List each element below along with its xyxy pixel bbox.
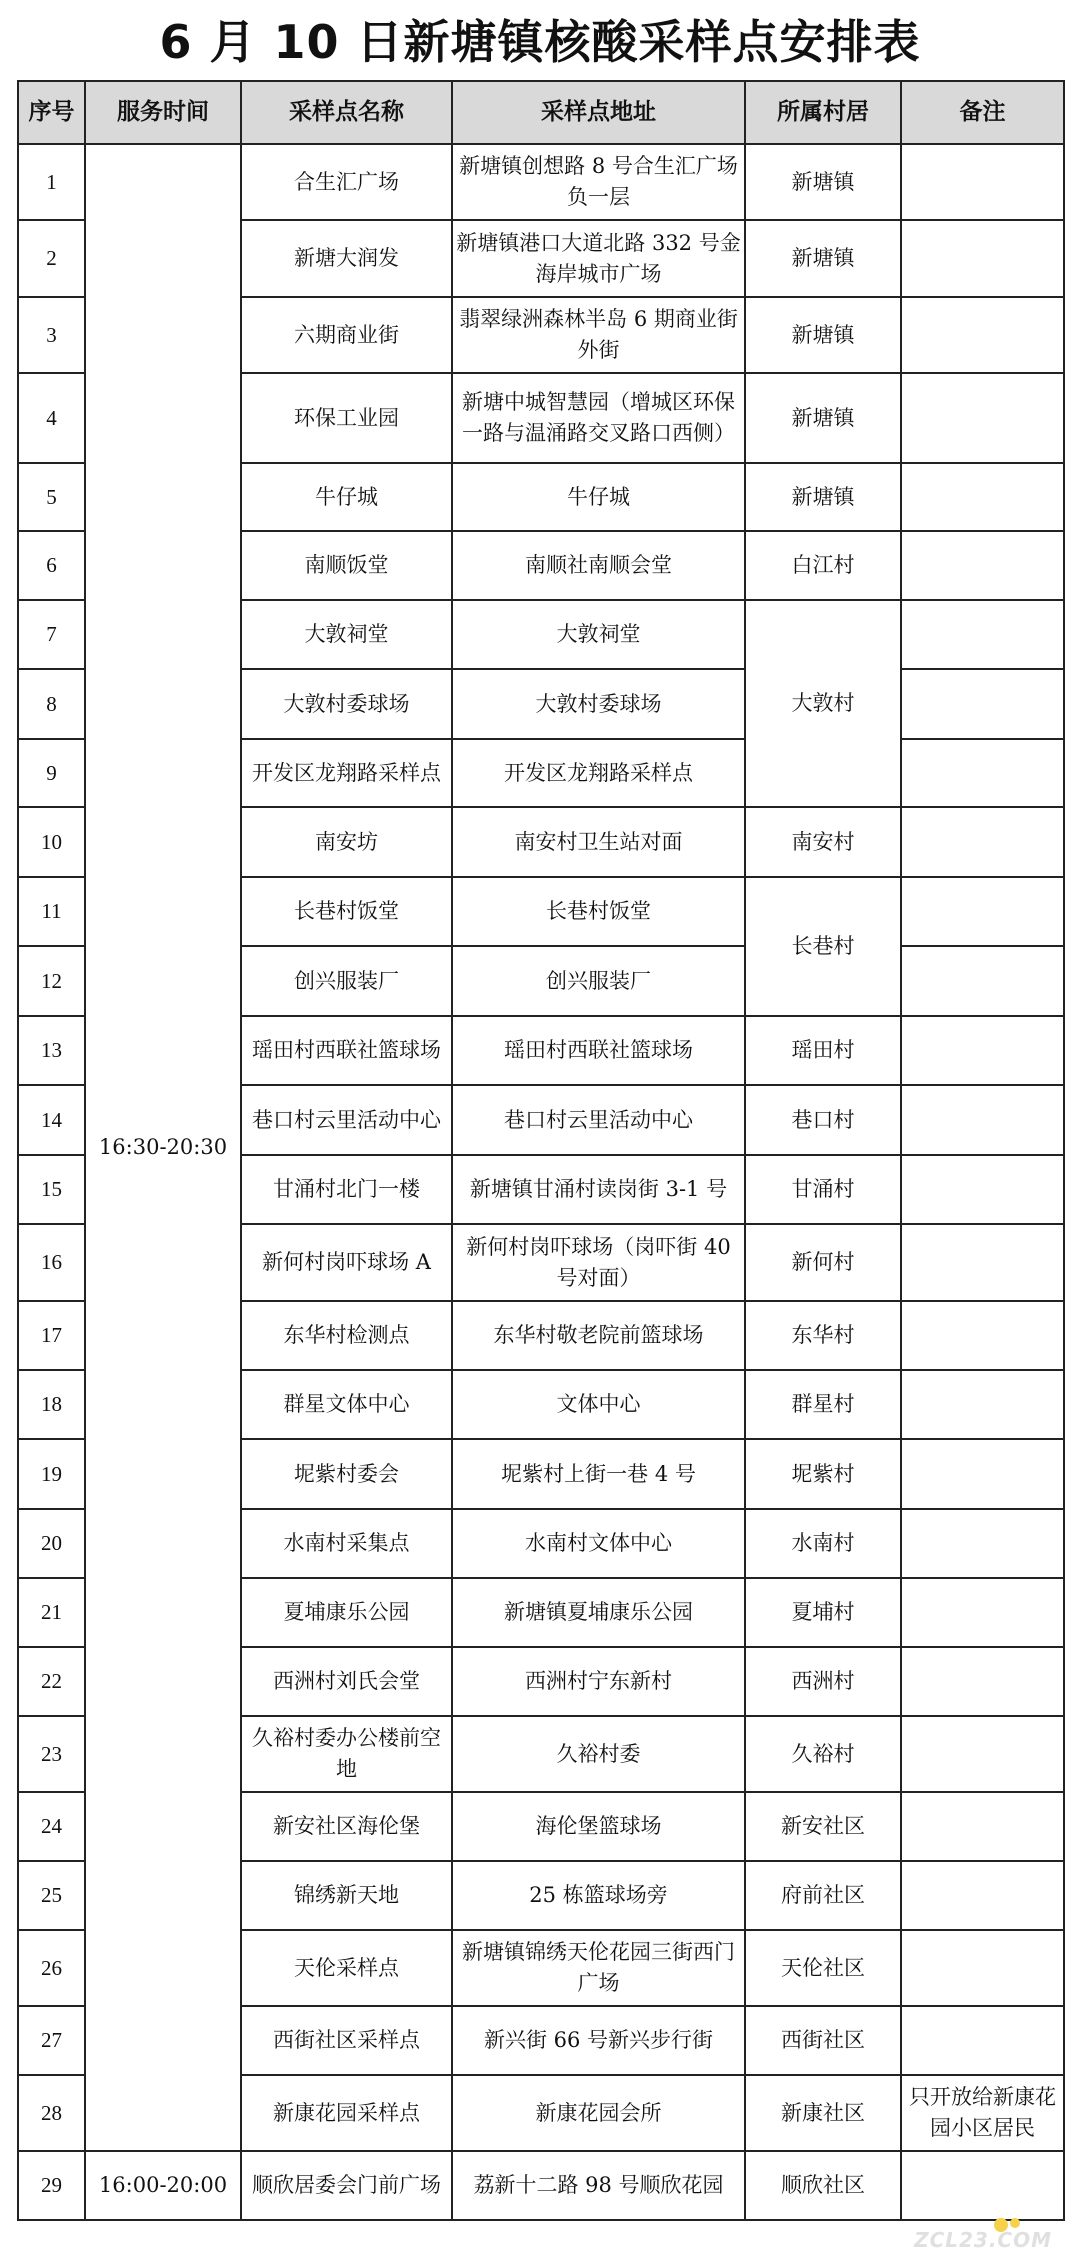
site-address: 牛仔城 [452, 463, 745, 531]
note [901, 1439, 1064, 1509]
site-name: 西洲村刘氏会堂 [241, 1647, 452, 1716]
row-seq: 2 [18, 220, 85, 297]
note [901, 946, 1064, 1016]
row-seq: 21 [18, 1578, 85, 1647]
note [901, 144, 1064, 220]
row-seq: 19 [18, 1439, 85, 1509]
site-name: 水南村采集点 [241, 1509, 452, 1578]
row-seq: 22 [18, 1647, 85, 1716]
site-name: 巷口村云里活动中心 [241, 1085, 452, 1155]
site-address: 新塘镇夏埔康乐公园 [452, 1578, 745, 1647]
site-address: 新塘镇甘涌村读岗街 3-1 号 [452, 1155, 745, 1224]
note [901, 1930, 1064, 2006]
site-name: 瑶田村西联社篮球场 [241, 1016, 452, 1085]
site-name: 南安坊 [241, 807, 452, 877]
site-name: 长巷村饭堂 [241, 877, 452, 946]
note [901, 1716, 1064, 1792]
village: 新安社区 [745, 1792, 901, 1861]
village: 久裕村 [745, 1716, 901, 1792]
site-address: 新塘镇锦绣天伦花园三街西门广场 [452, 1930, 745, 2006]
row-seq: 8 [18, 669, 85, 739]
site-name: 西街社区采样点 [241, 2006, 452, 2075]
village: 西洲村 [745, 1647, 901, 1716]
site-name: 夏埔康乐公园 [241, 1578, 452, 1647]
row-seq: 6 [18, 531, 85, 600]
village: 东华村 [745, 1301, 901, 1370]
header-village: 所属村居 [745, 81, 901, 144]
row-seq: 12 [18, 946, 85, 1016]
site-name: 大敦祠堂 [241, 600, 452, 669]
service-time: 16:00-20:00 [85, 2151, 241, 2220]
site-address: 新塘镇创想路 8 号合生汇广场负一层 [452, 144, 745, 220]
service-time: 16:30-20:30 [85, 144, 241, 2151]
village: 顺欣社区 [745, 2151, 901, 2220]
village: 西街社区 [745, 2006, 901, 2075]
note [901, 531, 1064, 600]
village: 白江村 [745, 531, 901, 600]
row-seq: 24 [18, 1792, 85, 1861]
site-name: 环保工业园 [241, 373, 452, 463]
village: 府前社区 [745, 1861, 901, 1930]
note [901, 220, 1064, 297]
site-name: 新何村岗吓球场 A [241, 1224, 452, 1301]
village: 瑶田村 [745, 1016, 901, 1085]
village: 巷口村 [745, 1085, 901, 1155]
site-address: 荔新十二路 98 号顺欣花园 [452, 2151, 745, 2220]
note [901, 1792, 1064, 1861]
sampling-schedule-table [17, 80, 1065, 2221]
site-name: 创兴服装厂 [241, 946, 452, 1016]
village: 甘涌村 [745, 1155, 901, 1224]
note [901, 1016, 1064, 1085]
row-seq: 29 [18, 2151, 85, 2220]
village: 新康社区 [745, 2075, 901, 2151]
row-seq: 23 [18, 1716, 85, 1792]
note [901, 373, 1064, 463]
note [901, 463, 1064, 531]
note [901, 1224, 1064, 1301]
watermark-logo [914, 2224, 1066, 2258]
site-name: 合生汇广场 [241, 144, 452, 220]
village: 新塘镇 [745, 144, 901, 220]
village: 新塘镇 [745, 463, 901, 531]
note [901, 1509, 1064, 1578]
row-seq: 14 [18, 1085, 85, 1155]
row-seq: 4 [18, 373, 85, 463]
village: 南安村 [745, 807, 901, 877]
row-seq: 11 [18, 877, 85, 946]
site-name: 新康花园采样点 [241, 2075, 452, 2151]
village: 新塘镇 [745, 373, 901, 463]
site-address: 25 栋篮球场旁 [452, 1861, 745, 1930]
site-name: 锦绣新天地 [241, 1861, 452, 1930]
site-address: 新塘镇港口大道北路 332 号金海岸城市广场 [452, 220, 745, 297]
site-address: 创兴服装厂 [452, 946, 745, 1016]
row-seq: 5 [18, 463, 85, 531]
village: 群星村 [745, 1370, 901, 1439]
header-note: 备注 [901, 81, 1064, 144]
site-address: 开发区龙翔路采样点 [452, 739, 745, 807]
note [901, 1370, 1064, 1439]
site-address: 坭紫村上街一巷 4 号 [452, 1439, 745, 1509]
row-seq: 7 [18, 600, 85, 669]
site-name: 六期商业街 [241, 297, 452, 373]
row-seq: 18 [18, 1370, 85, 1439]
site-name: 东华村检测点 [241, 1301, 452, 1370]
site-address: 久裕村委 [452, 1716, 745, 1792]
site-name: 南顺饭堂 [241, 531, 452, 600]
row-seq: 15 [18, 1155, 85, 1224]
row-seq: 9 [18, 739, 85, 807]
header-seq: 序号 [18, 81, 85, 144]
site-address: 文体中心 [452, 1370, 745, 1439]
header-service-time: 服务时间 [85, 81, 241, 144]
site-name: 新安社区海伦堡 [241, 1792, 452, 1861]
site-name: 大敦村委球场 [241, 669, 452, 739]
site-address: 新兴街 66 号新兴步行街 [452, 2006, 745, 2075]
site-address: 新塘中城智慧园（增城区环保一路与温涌路交叉路口西侧） [452, 373, 745, 463]
village: 大敦村 [745, 600, 901, 807]
table-row [18, 2151, 1064, 2220]
site-address: 长巷村饭堂 [452, 877, 745, 946]
village: 新何村 [745, 1224, 901, 1301]
site-address: 海伦堡篮球场 [452, 1792, 745, 1861]
row-seq: 27 [18, 2006, 85, 2075]
site-name: 坭紫村委会 [241, 1439, 452, 1509]
village: 天伦社区 [745, 1930, 901, 2006]
note [901, 1647, 1064, 1716]
watermark-text: ZCL23.COM [914, 2228, 1052, 2252]
note [901, 1861, 1064, 1930]
note [901, 2006, 1064, 2075]
village: 水南村 [745, 1509, 901, 1578]
page-title: 6 月 10 日新塘镇核酸采样点安排表 [159, 15, 921, 69]
row-seq: 20 [18, 1509, 85, 1578]
table-header-row [18, 81, 1064, 144]
site-name: 天伦采样点 [241, 1930, 452, 2006]
site-name: 顺欣居委会门前广场 [241, 2151, 452, 2220]
row-seq: 1 [18, 144, 85, 220]
site-address: 西洲村宁东新村 [452, 1647, 745, 1716]
site-name: 开发区龙翔路采样点 [241, 739, 452, 807]
village: 新塘镇 [745, 220, 901, 297]
site-address: 南顺社南顺会堂 [452, 531, 745, 600]
row-seq: 13 [18, 1016, 85, 1085]
header-site-name: 采样点名称 [241, 81, 452, 144]
note [901, 1578, 1064, 1647]
site-name: 牛仔城 [241, 463, 452, 531]
note [901, 739, 1064, 807]
row-seq: 17 [18, 1301, 85, 1370]
site-name: 群星文体中心 [241, 1370, 452, 1439]
site-address: 大敦祠堂 [452, 600, 745, 669]
site-address: 水南村文体中心 [452, 1509, 745, 1578]
note [901, 669, 1064, 739]
note [901, 1085, 1064, 1155]
site-address: 巷口村云里活动中心 [452, 1085, 745, 1155]
note [901, 600, 1064, 669]
row-seq: 25 [18, 1861, 85, 1930]
row-seq: 26 [18, 1930, 85, 2006]
table-row [18, 144, 1064, 220]
note [901, 2151, 1064, 2220]
site-address: 瑶田村西联社篮球场 [452, 1016, 745, 1085]
village: 长巷村 [745, 877, 901, 1016]
site-address: 新何村岗吓球场（岗吓街 40 号对面） [452, 1224, 745, 1301]
note [901, 1155, 1064, 1224]
site-address: 南安村卫生站对面 [452, 807, 745, 877]
row-seq: 10 [18, 807, 85, 877]
row-seq: 28 [18, 2075, 85, 2151]
site-name: 甘涌村北门一楼 [241, 1155, 452, 1224]
village: 新塘镇 [745, 297, 901, 373]
row-seq: 3 [18, 297, 85, 373]
note: 只开放给新康花园小区居民 [901, 2075, 1064, 2151]
note [901, 877, 1064, 946]
header-site-address: 采样点地址 [452, 81, 745, 144]
site-address: 新康花园会所 [452, 2075, 745, 2151]
note [901, 297, 1064, 373]
note [901, 807, 1064, 877]
note [901, 1301, 1064, 1370]
village: 夏埔村 [745, 1578, 901, 1647]
site-address: 翡翠绿洲森林半岛 6 期商业街外街 [452, 297, 745, 373]
site-name: 久裕村委办公楼前空地 [241, 1716, 452, 1792]
site-address: 大敦村委球场 [452, 669, 745, 739]
watermark-dot-icon [1010, 2218, 1020, 2228]
village: 坭紫村 [745, 1439, 901, 1509]
site-address: 东华村敬老院前篮球场 [452, 1301, 745, 1370]
site-name: 新塘大润发 [241, 220, 452, 297]
row-seq: 16 [18, 1224, 85, 1301]
